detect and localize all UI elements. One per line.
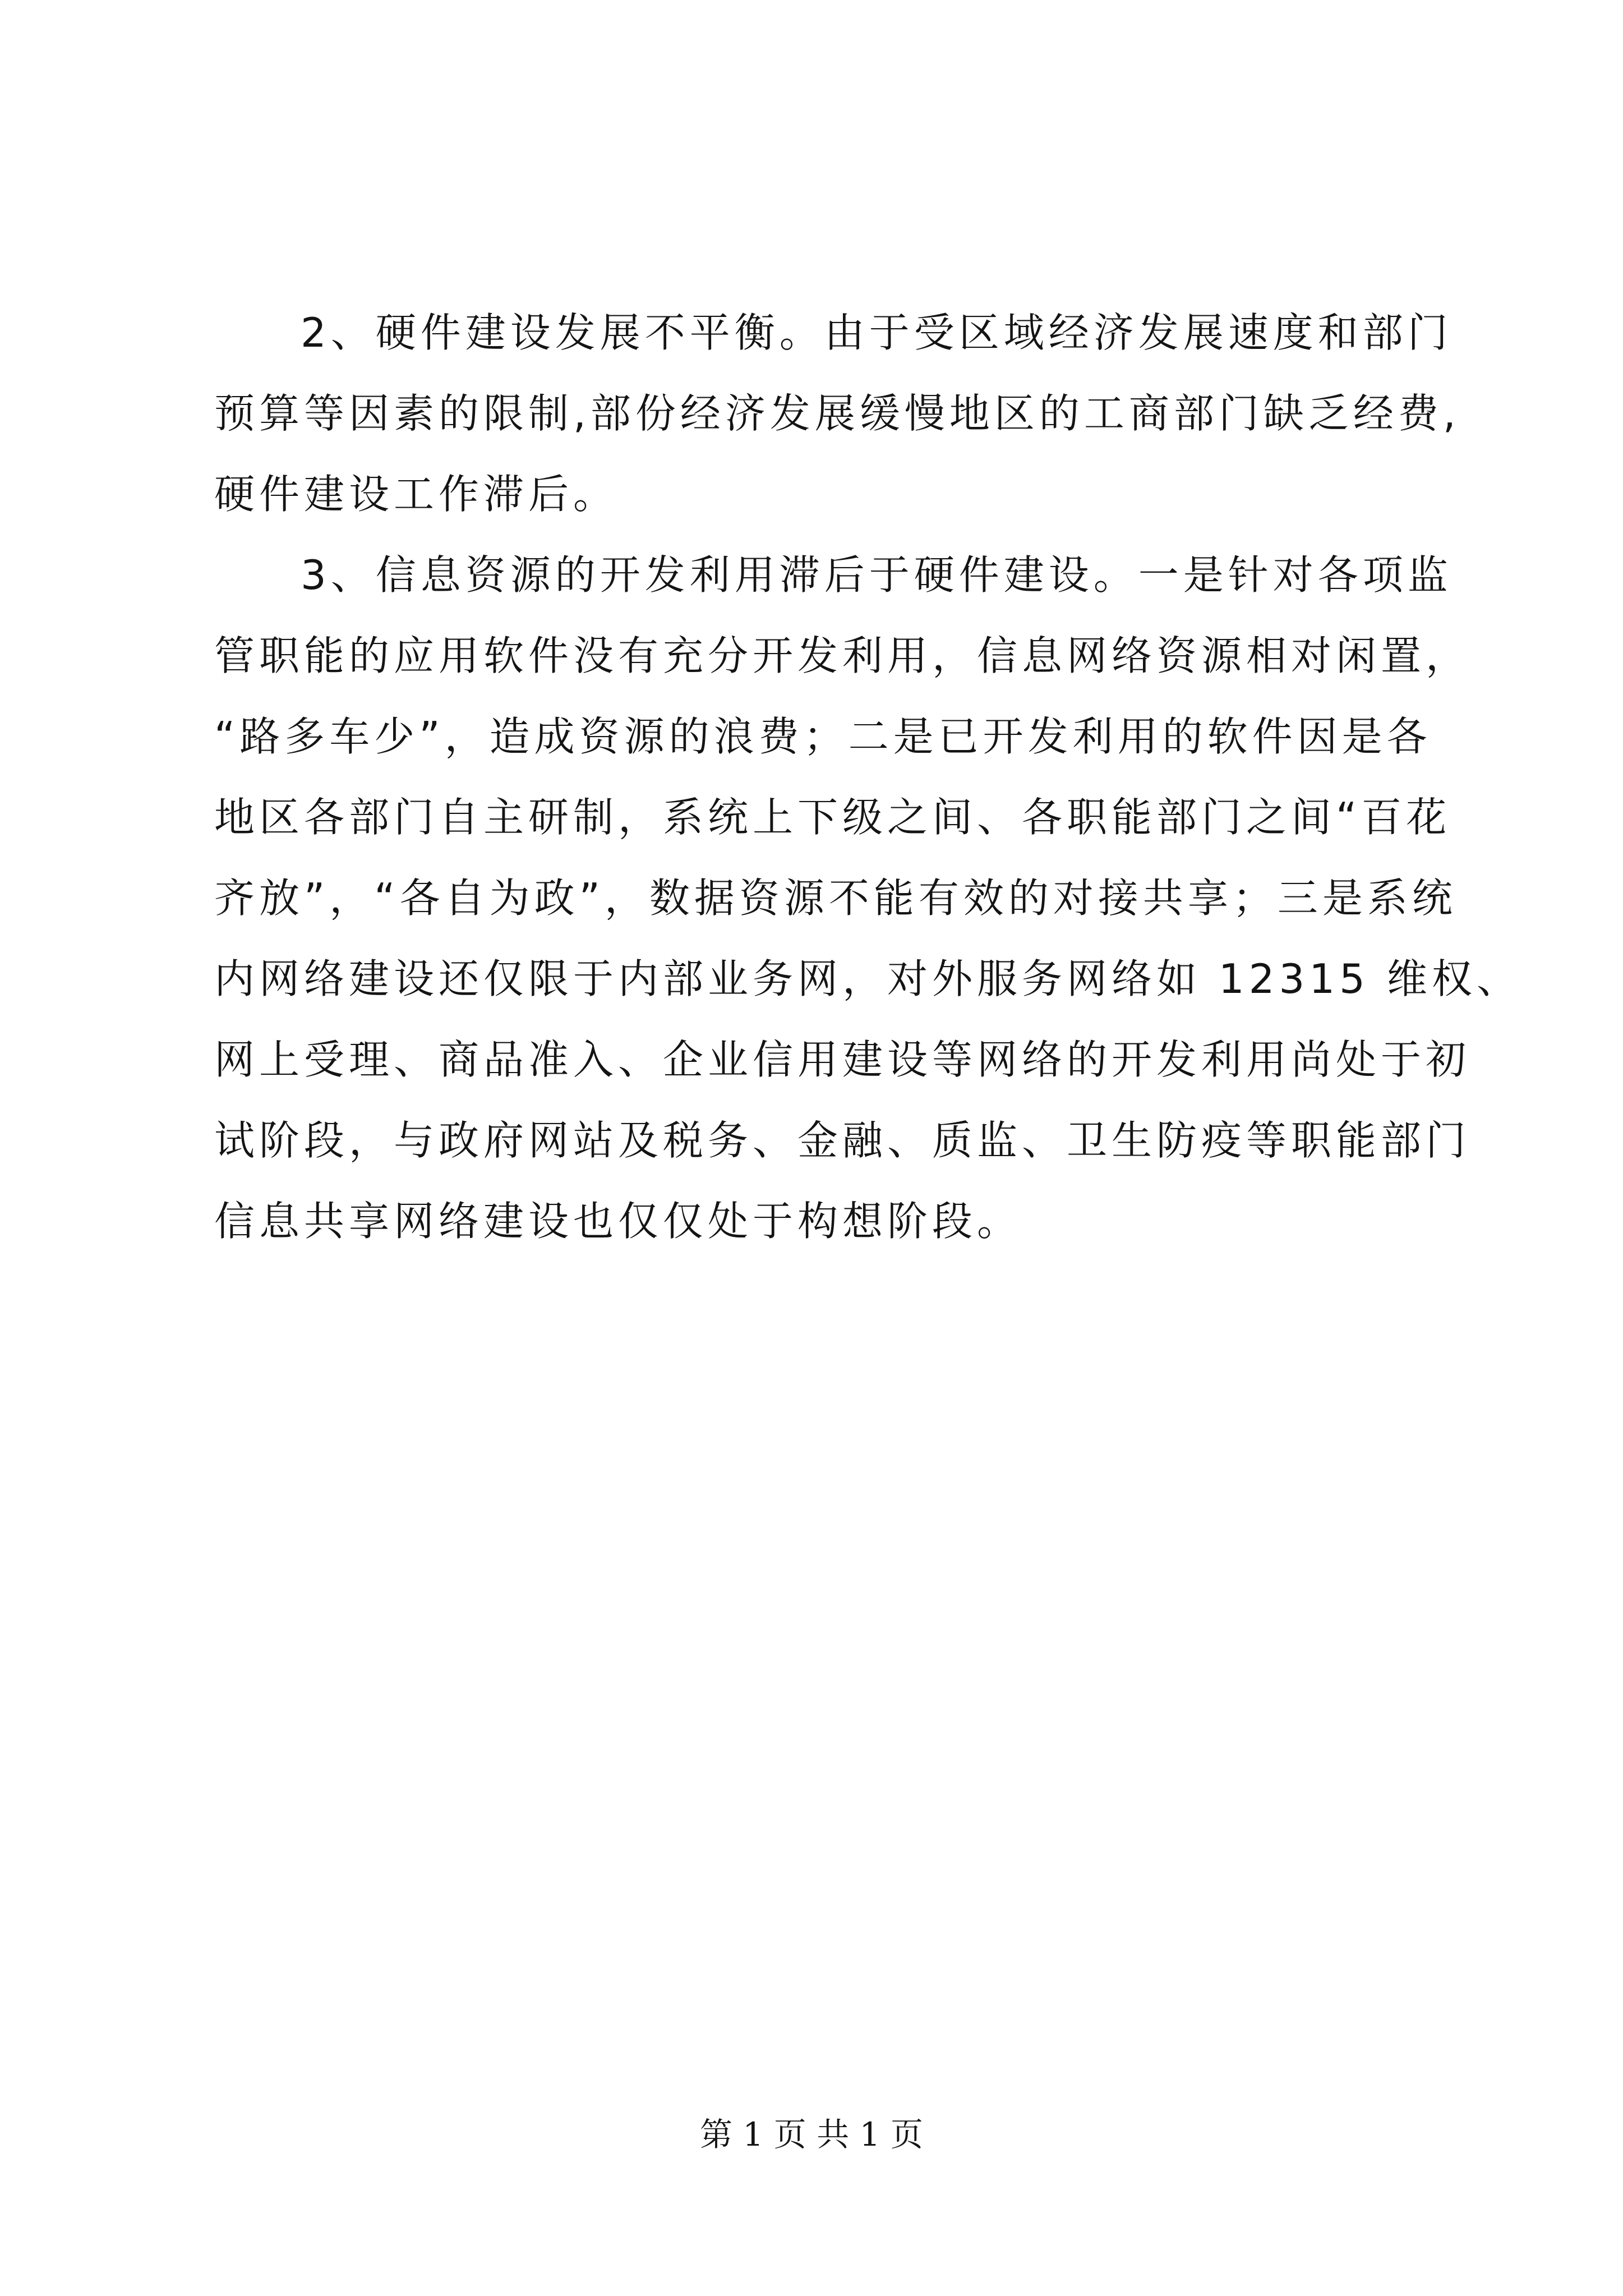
paragraph-1-line-3: 硬件建设工作滞后。	[214, 471, 619, 518]
paragraph-1-line-2: 预算等因素的限制,部份经济发展缓慢地区的工商部门缺乏经费,	[214, 390, 1460, 437]
paragraph-2-line-6: 内网络建设还仅限于内部业务网，对外服务网络如 12315 维权、	[214, 955, 1521, 1002]
page-footer: 第 1 页 共 1 页	[700, 2115, 923, 2154]
paragraph-2-line-7: 网上受理、商品准入、企业信用建设等网络的开发利用尚处于初	[214, 1036, 1471, 1083]
paragraph-2-line-3: “路多车少”，造成资源的浪费；二是已开发利用的软件因是各	[214, 713, 1432, 760]
paragraph-2-line-2: 管职能的应用软件没有充分开发利用，信息网络资源相对闲置，	[214, 632, 1471, 679]
paragraph-2-line-5: 齐放”，“各自为政”，数据资源不能有效的对接共享；三是系统	[214, 875, 1457, 922]
paragraph-2-line-9: 信息共享网络建设也仅仅处于构想阶段。	[214, 1198, 1022, 1245]
paragraph-2-line-1: 3、信息资源的开发利用滞后于硬件建设。一是针对各项监	[301, 551, 1453, 599]
paragraph-2-line-8: 试阶段，与政府网站及税务、金融、质监、卫生防疫等职能部门	[214, 1117, 1471, 1164]
paragraph-1-line-1: 2、硬件建设发展不平衡。由于受区域经济发展速度和部门	[301, 309, 1453, 356]
paragraph-2-line-4: 地区各部门自主研制，系统上下级之间、各职能部门之间“百花	[214, 794, 1451, 841]
